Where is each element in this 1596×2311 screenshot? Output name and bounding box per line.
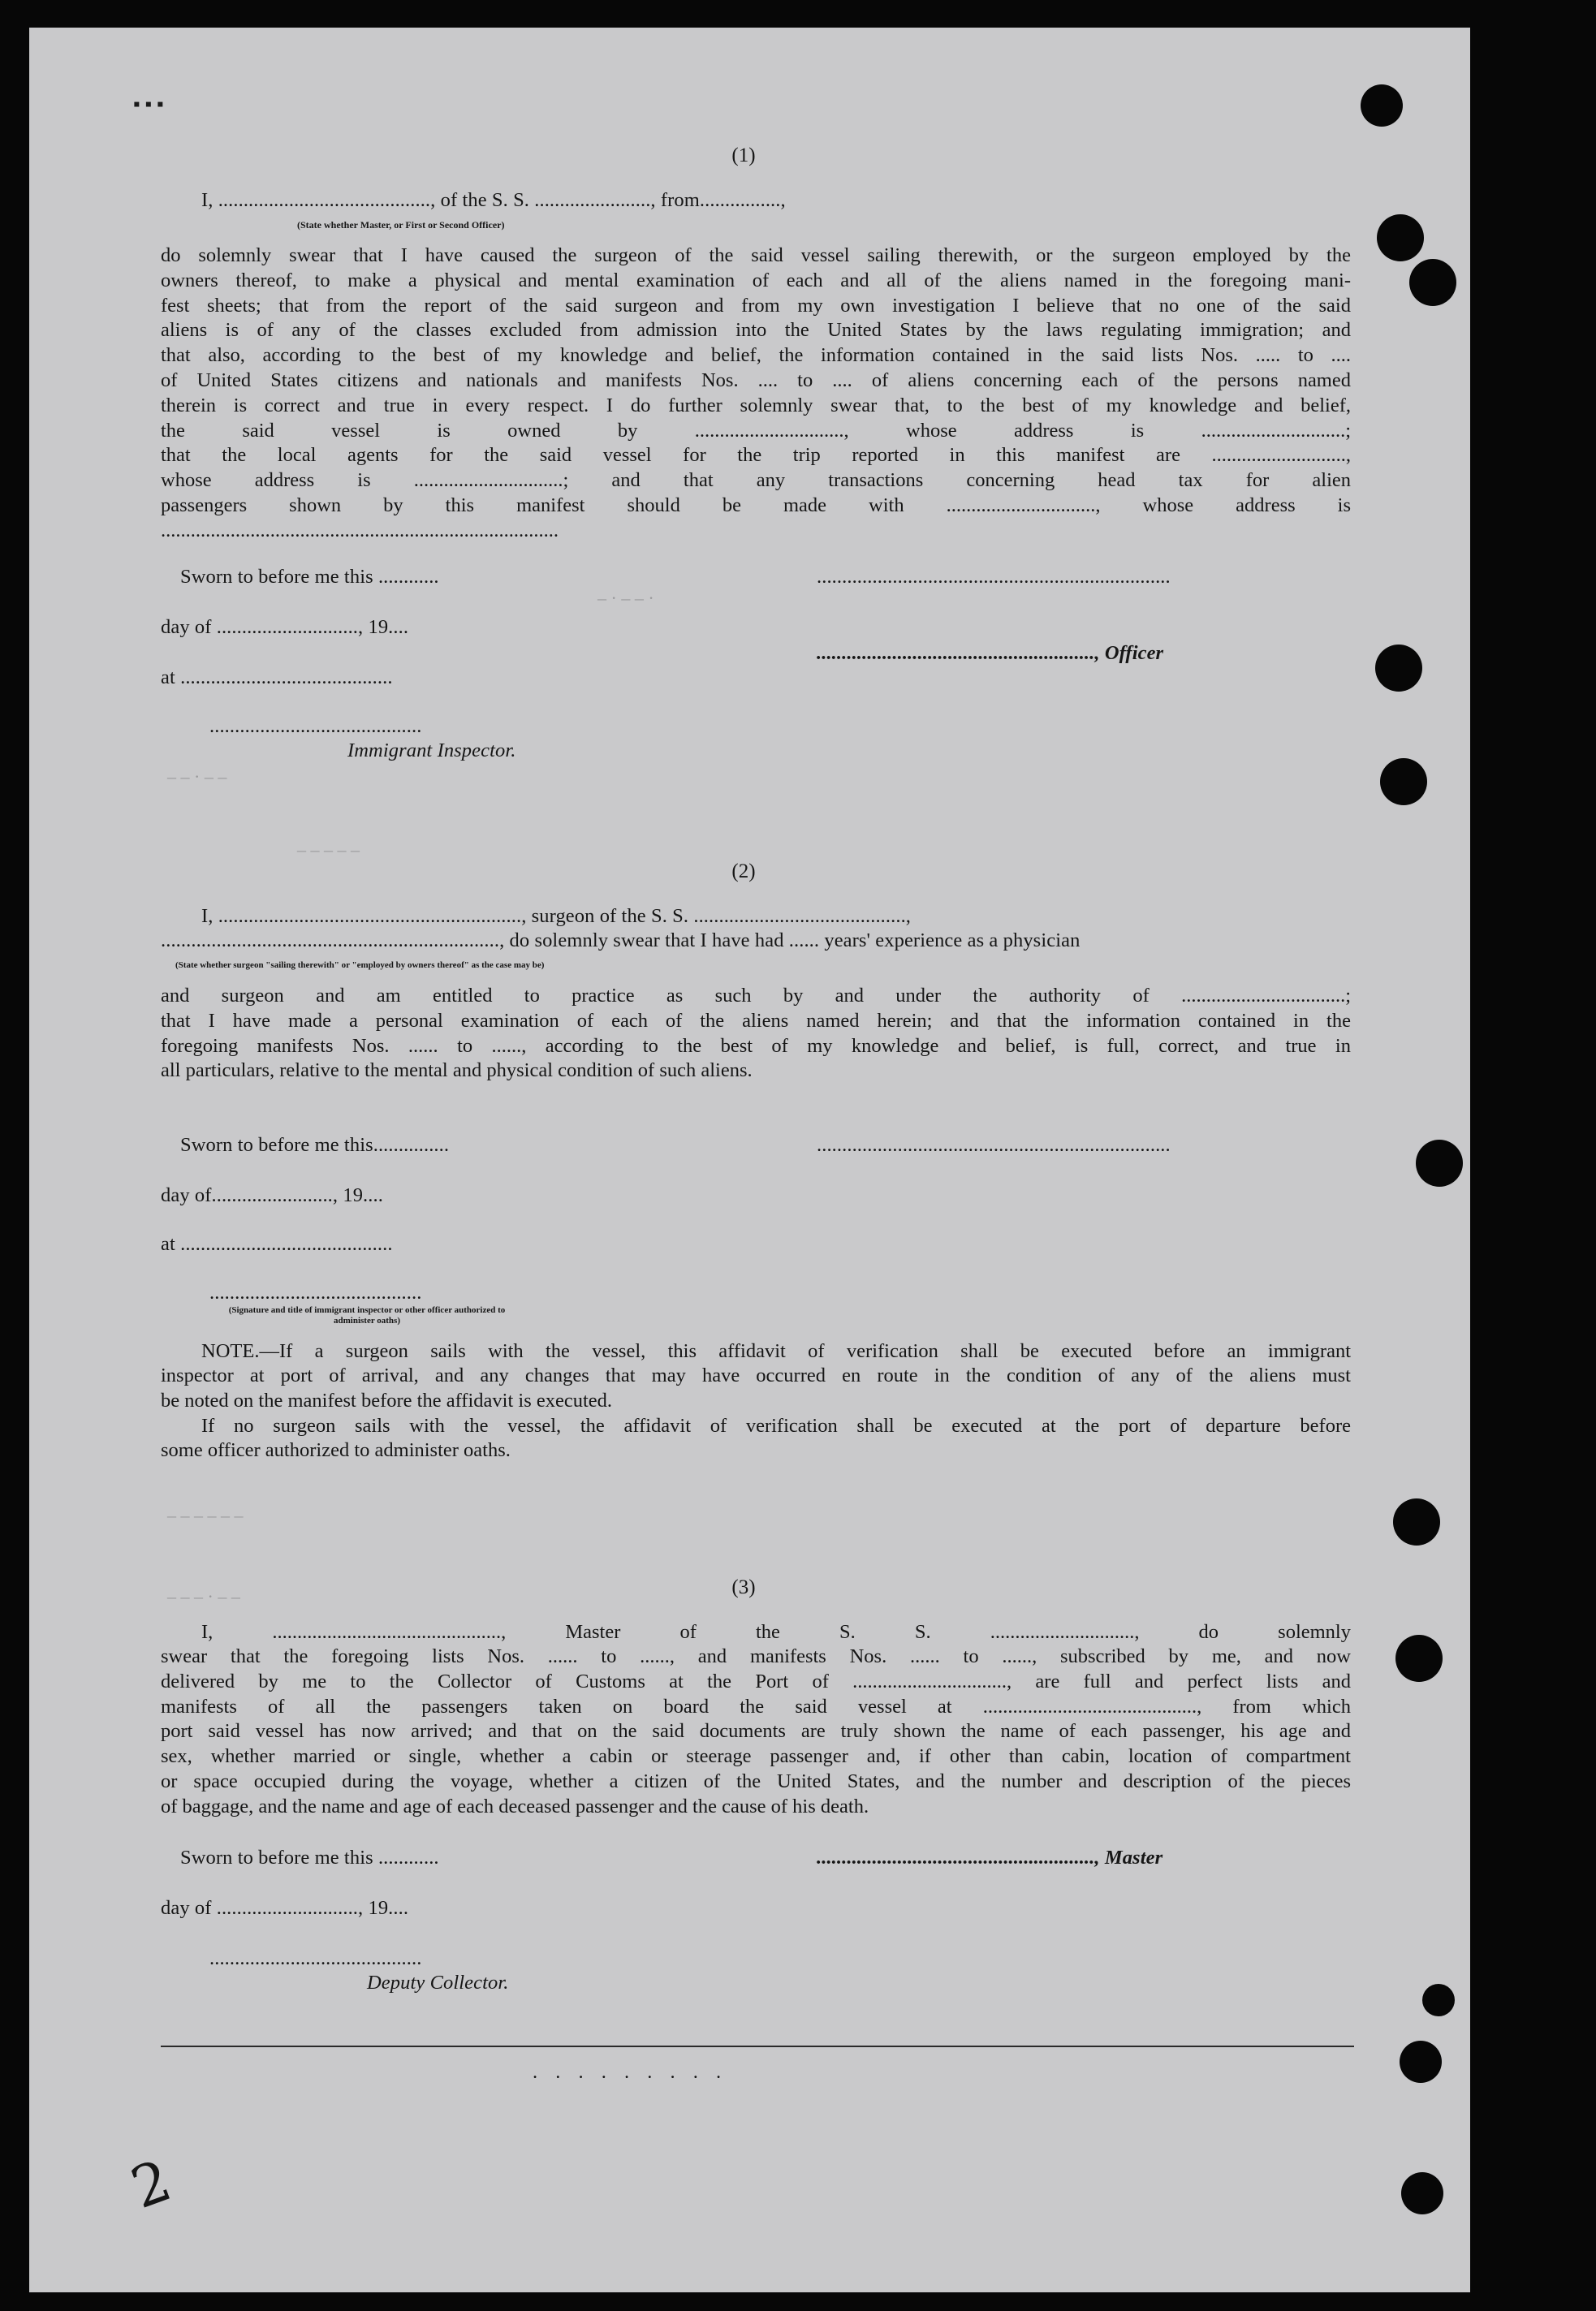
document-page <box>29 28 1470 2292</box>
bleed-through-text: – – – · – – <box>167 1586 240 1606</box>
punch-hole <box>1361 84 1403 127</box>
top-speck-marks: ▪ ▪ ▪ <box>133 94 164 115</box>
bottom-rule <box>161 2046 1354 2047</box>
bleed-through-text: – · – – · <box>597 588 654 608</box>
section-1-officer-line: ......................................................., Officer <box>817 642 1164 664</box>
bleed-through-text: – – – – – – <box>167 1505 244 1525</box>
section-1-body: do solemnly swear that I have caused the surgeon of the said vessel sailing therewith, or the surgeon employed by the owners thereof, to make a physical and mental examination of each and all of the aliens named in the foregoing mani- fest sheets; that from the report of the said surgeon and from my own investigation I believe that no one of the said aliens is of any of the classes excluded from admission into the United States by the laws regulating immigration; and that also, according to the best of my knowledge and belief, the information contained in the said lists Nos. ..... to .... of United States citizens and nationals and manifests Nos. .... to .... of aliens concerning each of the persons named therein is correct and true in every respect. I do further solemnly swear that, to the best of my knowledge and belief, the said vessel is owned by .............................., whose address is .............................; that the local agents for the said vessel for the trip reported in this manifest are ..........................., whose address is ..............................; and that any transactions concerning head tax for alien passengers shown by this manifest should be made with .............................., whose address is ................................................................................ <box>161 244 1351 541</box>
section-2-officer-signature-line: ...................................................................... <box>817 1134 1171 1156</box>
section-1-inspector-signature-line: .......................................... <box>209 715 422 737</box>
section-2-line-2: ..................................................................., do solemnly swear that I have had ...... years' experience as a physician <box>161 929 1081 951</box>
punch-hole <box>1422 1984 1455 2016</box>
section-1-inspector-title: Immigrant Inspector. <box>347 739 516 761</box>
section-1-at-line: at .......................................... <box>161 666 393 688</box>
footer-dots: . . . . . . . . . <box>533 2061 728 2083</box>
punch-hole <box>1401 2172 1443 2214</box>
section-3-signature-line: .......................................... <box>209 1947 422 1969</box>
section-3-day-line: day of ............................, 19.... <box>161 1897 409 1919</box>
section-1-sworn-line: Sworn to before me this ............ <box>180 566 439 588</box>
section-3-body: swear that the foregoing lists Nos. ...... to ......, and manifests Nos. ...... to ......, subscribed by me, and now delivered by me to the Collector of Customs at the Port of ..............................., are full and perfect lists and manifests of all the passengers taken on board the said vessel at ..........................................., from which port said vessel has now arrived; and that on the said documents are truly shown the name of each passenger, his age and sex, whether married or single, whether a cabin or steerage passenger and, if other than cabin, location of compartment or space occupied during the voyage, whether a citizen of the United States, and the number and description of the pieces of baggage, and the name and age of each deceased passenger and the cause of his death. <box>161 1645 1351 1817</box>
section-3-collector-title: Deputy Collector. <box>367 1972 509 1994</box>
section-1-number: (1) <box>731 144 756 166</box>
punch-hole <box>1377 214 1424 261</box>
section-2-at-line: at .......................................... <box>161 1233 393 1255</box>
section-3-sworn-line: Sworn to before me this ............ <box>180 1847 439 1869</box>
section-1-officer-note: (State whether Master, or First or Second Officer) <box>297 219 505 231</box>
section-3-master-line: ......................................................., Master <box>817 1847 1163 1869</box>
punch-hole <box>1409 259 1456 306</box>
section-1-officer-signature-line: ...................................................................... <box>817 566 1171 588</box>
section-2-body: and surgeon and am entitled to practice as such by and under the authority of .................................; that I have made a personal examination of each of the aliens named herein; and that the information contained in the foregoing manifests Nos. ...... to ......, according to the best of my knowledge and belief, is full, correct, and true in all particulars, relative to the mental and physical condition of such aliens. <box>161 985 1351 1082</box>
punch-hole <box>1380 758 1427 805</box>
punch-hole <box>1416 1140 1463 1187</box>
punch-hole <box>1400 2041 1442 2083</box>
section-3-number: (3) <box>731 1576 756 1598</box>
section-2-sworn-line: Sworn to before me this............... <box>180 1134 450 1156</box>
section-2-signature-line: .......................................... <box>209 1282 422 1304</box>
bleed-through-text: – – – – – <box>297 839 360 860</box>
punch-hole <box>1395 1635 1443 1682</box>
section-1-day-line: day of ............................, 19.... <box>161 616 409 638</box>
section-2-day-line: day of........................, 19.... <box>161 1184 383 1206</box>
section-2-number: (2) <box>731 860 756 882</box>
handwritten-mark: 2 <box>123 2146 180 2223</box>
punch-hole <box>1375 645 1422 692</box>
section-2-signature-note: (Signature and title of immigrant inspector or other officer authorized to administer oaths) <box>228 1305 506 1326</box>
section-2-note-paragraph-cont: inspector at port of arrival, and any changes that may have occurred en route in the condition of any of the aliens must be noted on the manifest before the affidavit is executed. <box>161 1365 1351 1412</box>
section-2-note-paragraph: NOTE.—If a surgeon sails with the vessel, this affidavit of verification shall be executed before an immigrant <box>201 1340 1351 1362</box>
section-2-no-surgeon-paragraph-cont: some officer authorized to administer oaths. <box>161 1439 511 1461</box>
section-3-opening: I, .............................................., Master of the S. S. ............................., do solemnly <box>201 1621 1351 1643</box>
bleed-through-text: – – · – – <box>167 766 227 787</box>
punch-hole <box>1393 1498 1440 1546</box>
section-1-opening: I, .........................................., of the S. S. ......................., from................, <box>201 189 786 211</box>
section-2-no-surgeon-paragraph: If no surgeon sails with the vessel, the affidavit of verification shall be executed at the port of departure before <box>201 1415 1351 1437</box>
section-2-surgeon-note: (State whether surgeon "sailing therewith" or "employed by owners thereof" as the case may be) <box>175 960 545 970</box>
section-2-line-1: I, ............................................................, surgeon of the S. S. .........................................., <box>201 905 912 927</box>
